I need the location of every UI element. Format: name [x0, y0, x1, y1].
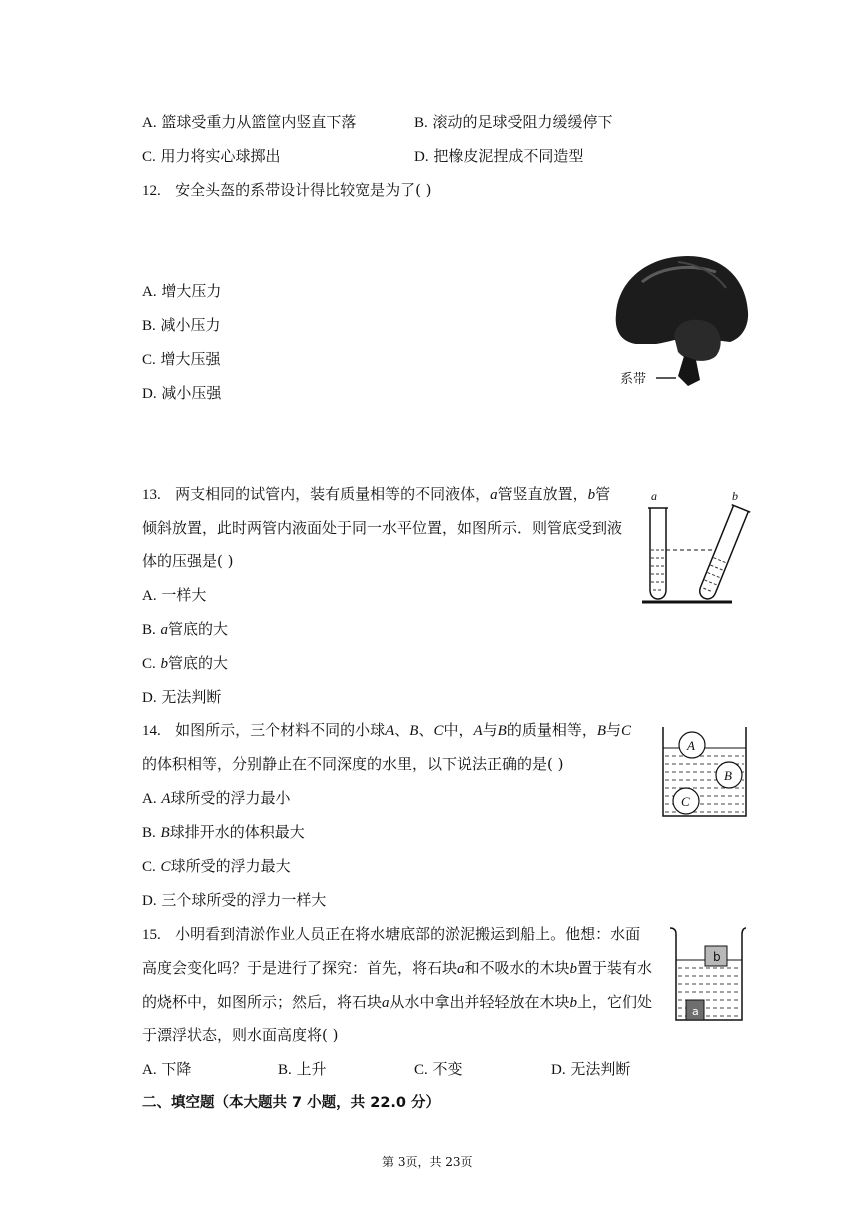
stone-label: a [692, 1005, 699, 1018]
q12-option-c: C. 增大压强 [142, 350, 221, 368]
q15-stem-line2: 高度会变化吗？于是进行了探究：首先，将石块a和不吸水的木块b置于装有水 [142, 959, 653, 977]
q14-option-a: A. A球所受的浮力最小 [142, 789, 291, 807]
q15-option-a: A. 下降 [142, 1060, 192, 1078]
q13-option-c: C. b管底的大 [142, 654, 229, 672]
q13-stem-line3: 体的压强是( ) [142, 552, 234, 570]
q15-stem-line3: 的烧杯中，如图所示；然后，将石块a从水中拿出并轻轻放在木块b上，它们处 [142, 993, 653, 1011]
q15-option-d: D. 无法判断 [551, 1060, 631, 1078]
q13-stem-line2: 倾斜放置，此时两管内液面处于同一水平位置，如图所示．则管底受到液 [142, 519, 623, 537]
q13-option-d: D. 无法判断 [142, 688, 222, 706]
section-fill-in-title: 二、填空题（本大题共 7 小题，共 22.0 分） [142, 1095, 441, 1111]
q14-option-c: C. C球所受的浮力最大 [142, 857, 291, 875]
q15-option-c: C. 不变 [414, 1060, 463, 1078]
tube-a-label: a [651, 489, 657, 503]
q11-option-b: B. 滚动的足球受阻力缓缓停下 [414, 113, 613, 131]
q12-option-b: B. 减小压力 [142, 316, 221, 334]
ball-a-label: A [687, 738, 695, 753]
q13-stem-line1: 13. 两支相同的试管内，装有质量相等的不同液体，a管竖直放置，b管 [142, 485, 611, 503]
q15-stem-line1: 15. 小明看到清淤作业人员正在将水塘底部的淤泥搬运到船上。他想：水面 [142, 925, 641, 943]
tube-a-liquid [651, 550, 665, 590]
q13-option-b: B. a管底的大 [142, 620, 229, 638]
q14-stem-line1: 14. 如图所示，三个材料不同的小球A、B、C中，A与B的质量相等，B与C [142, 721, 632, 739]
helmet-figure [612, 252, 752, 392]
beaker [670, 928, 746, 1020]
balls-in-water-figure [662, 726, 748, 818]
beaker-figure [668, 926, 748, 1024]
page-footer: 第 3页，共 23页 [382, 1155, 473, 1169]
strap-label: 系带 [620, 372, 647, 387]
helmet-earpad [674, 320, 721, 361]
q11-option-d: D. 把橡皮泥捏成不同造型 [414, 147, 584, 165]
tube-a [650, 508, 666, 599]
q11-option-c: C. 用力将实心球掷出 [142, 147, 281, 165]
q14-option-d: D. 三个球所受的浮力一样大 [142, 891, 327, 909]
wood-block-label: b [713, 950, 721, 964]
q15-stem-line4: 于漂浮状态，则水面高度将( ) [142, 1026, 339, 1044]
tube-b-label: b [732, 489, 738, 503]
q11-option-a: A. 篮球受重力从篮筐内竖直下落 [142, 113, 357, 131]
test-tubes-figure [640, 490, 740, 606]
ball-c-label: C [681, 794, 690, 809]
q13-option-a: A. 一样大 [142, 586, 207, 604]
q14-stem-line2: 的体积相等，分别静止在不同深度的水里，以下说法正确的是( ) [142, 755, 564, 773]
tube-b [697, 505, 748, 601]
q15-option-b: B. 上升 [278, 1060, 327, 1078]
q14-option-b: B. B球排开水的体积最大 [142, 823, 305, 841]
q12-stem: 12. 安全头盔的系带设计得比较宽是为了( ) [142, 181, 432, 199]
q12-option-d: D. 减小压强 [142, 384, 222, 402]
q12-option-a: A. 增大压力 [142, 282, 222, 300]
ball-b-label: B [724, 768, 732, 783]
